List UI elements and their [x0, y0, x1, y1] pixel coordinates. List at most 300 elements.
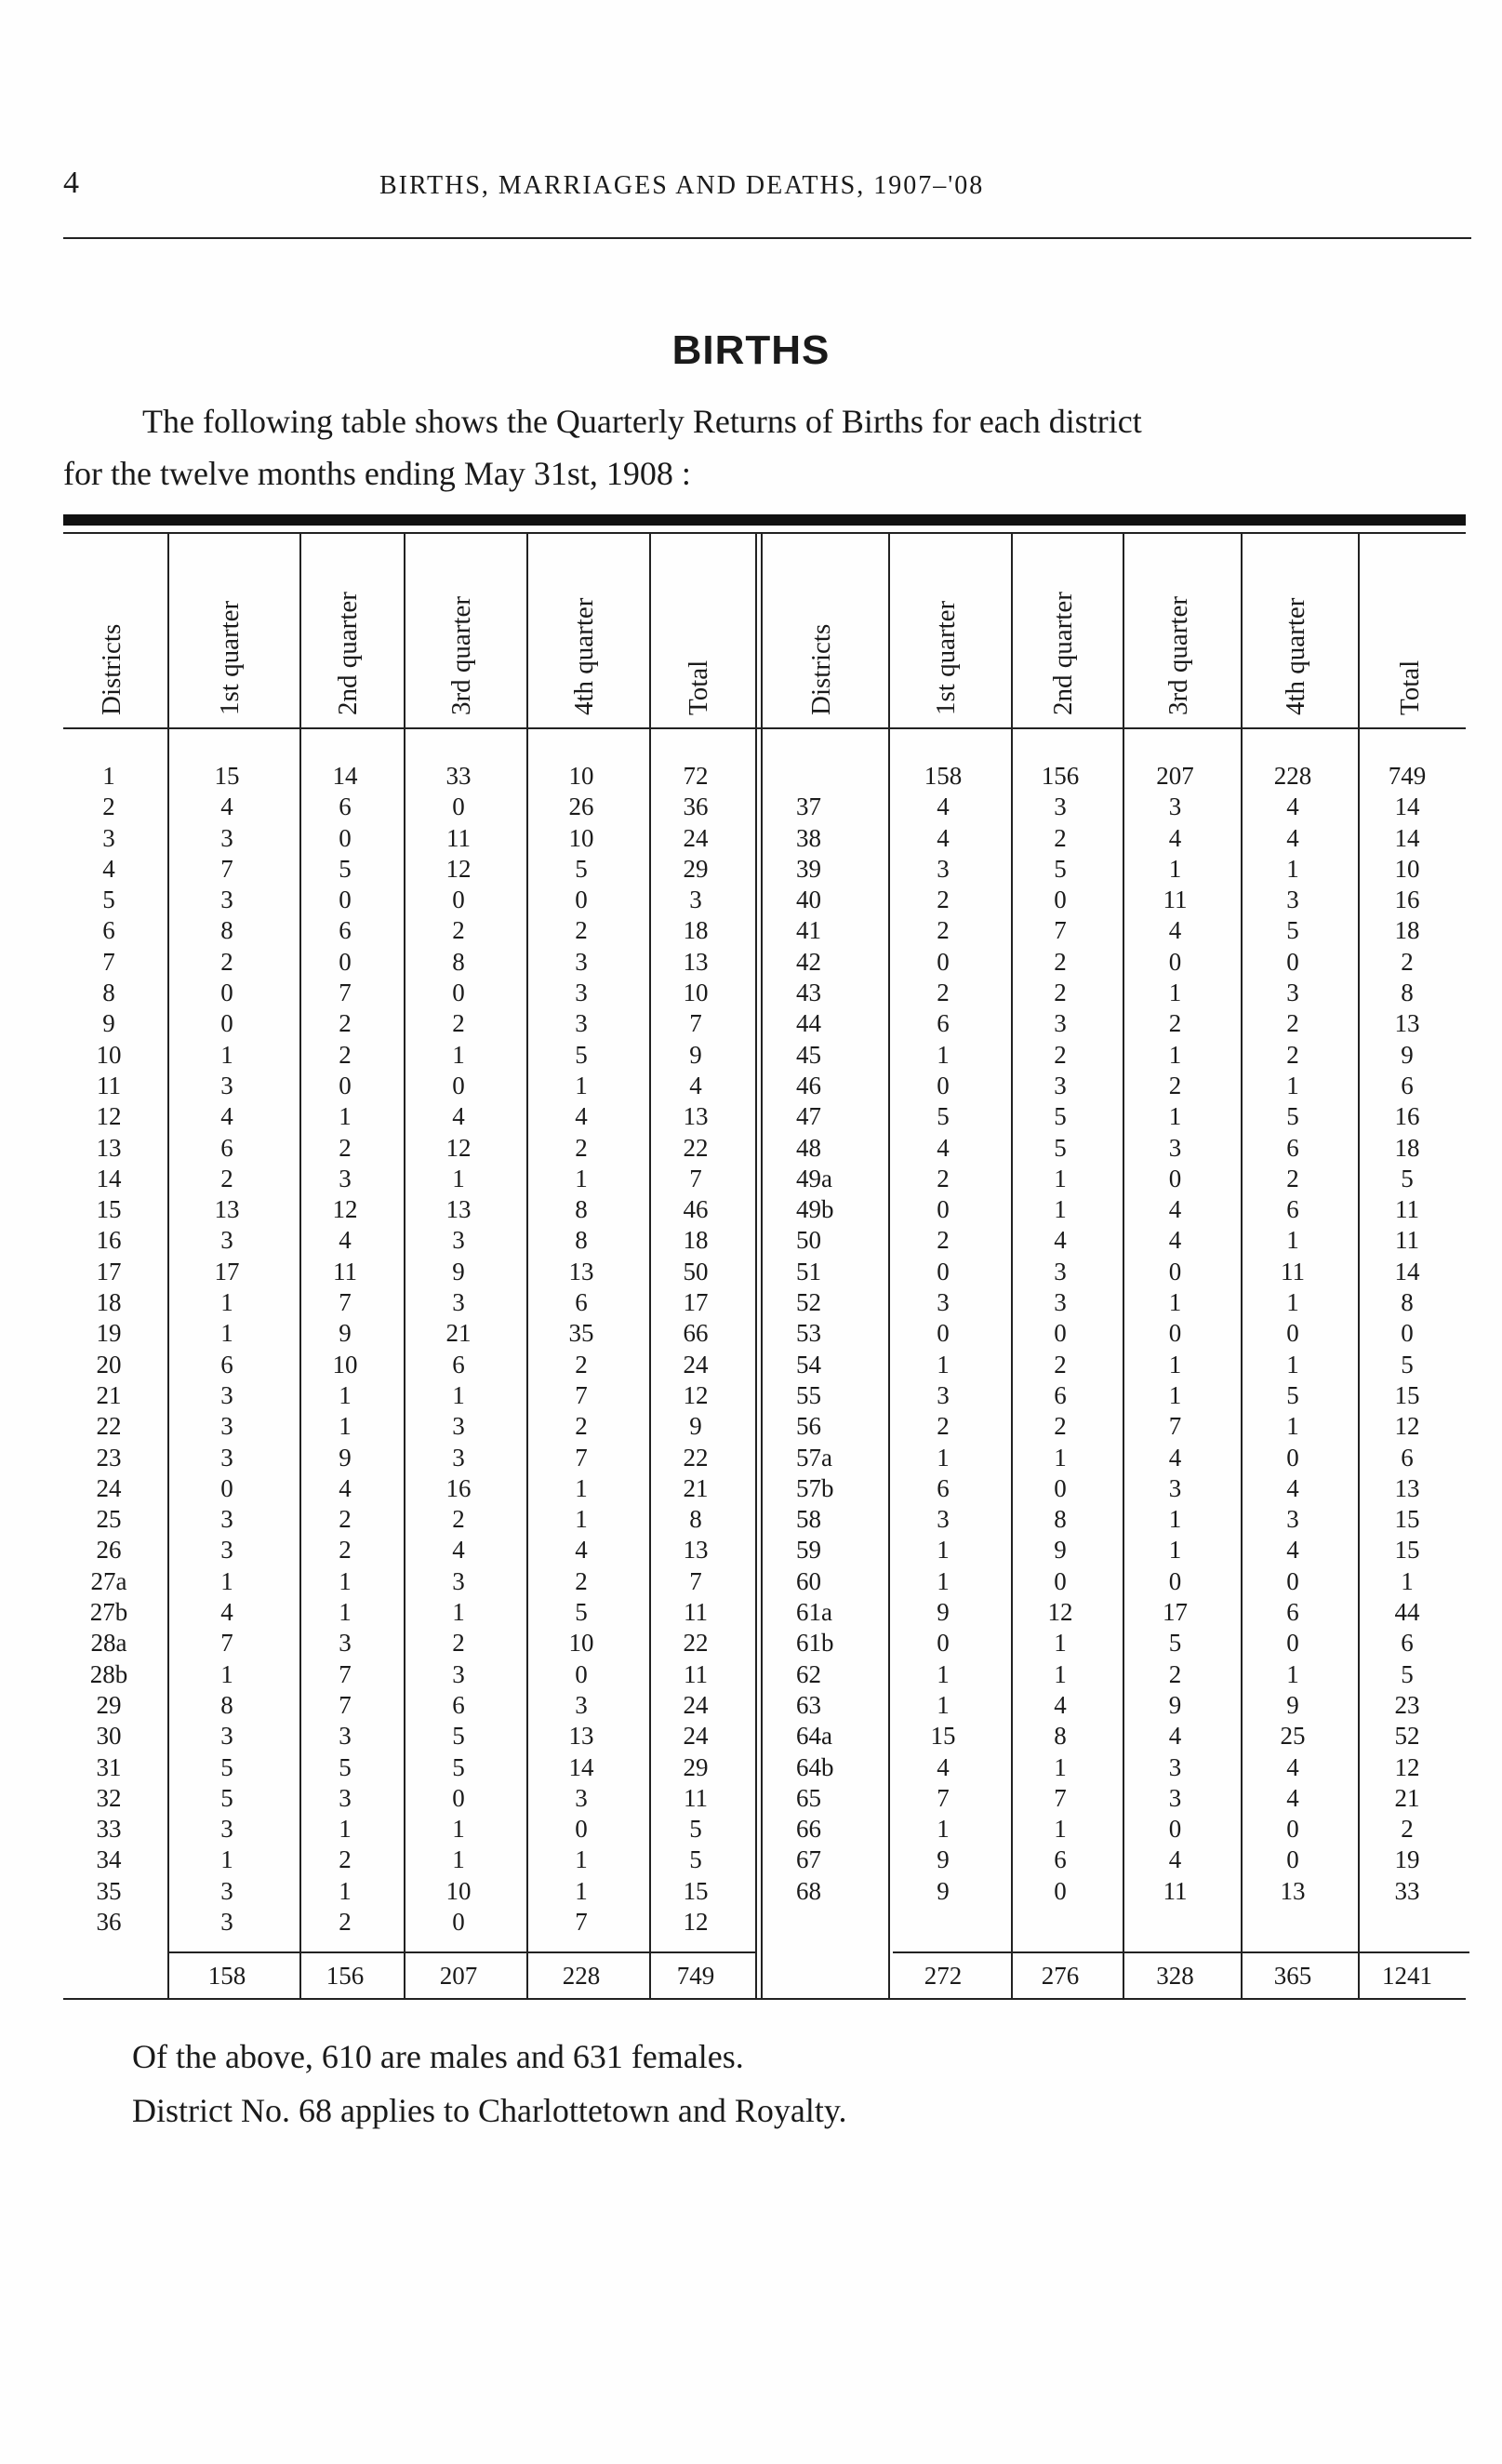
- table-cell: 9: [452, 1257, 465, 1285]
- table-cell: 8: [102, 979, 115, 1007]
- right-col-q3: [1123, 761, 1228, 1907]
- table-cell: 3: [220, 1443, 233, 1472]
- footnote-sex-ratio: Of the above, 610 are males and 631 females.: [132, 2038, 744, 2075]
- intro-line-2: for the twelve months ending May 31st, 1908 :: [63, 455, 691, 492]
- table-cell: 15: [683, 1876, 709, 1905]
- table-cell: 12: [1394, 1412, 1420, 1441]
- table-cell: 67: [796, 1845, 821, 1874]
- table-cell: 38: [796, 823, 821, 852]
- table-cell: 2: [1286, 1164, 1299, 1192]
- table-cell: 9: [1286, 1690, 1299, 1719]
- table-cell: 4: [1054, 1690, 1067, 1719]
- table-cell: 1: [575, 1473, 588, 1502]
- table-cell: 6: [339, 916, 352, 945]
- table-cell: 4: [1286, 1752, 1299, 1781]
- table-cell: 1: [1168, 1288, 1182, 1317]
- table-cell: 1: [575, 1505, 588, 1534]
- table-cell: 29: [683, 854, 709, 883]
- table-cell: 7: [1168, 1412, 1182, 1441]
- table-cell: 1: [1168, 1380, 1182, 1409]
- table-cell: 22: [683, 1443, 709, 1472]
- table-cell: 7: [689, 1009, 702, 1038]
- table-cell: 33: [1394, 1876, 1420, 1905]
- table-cell: 6: [452, 1690, 465, 1719]
- table-cell: 23: [1394, 1690, 1420, 1719]
- table-cell: 1: [937, 1815, 950, 1844]
- table-cell: 4: [220, 1598, 233, 1627]
- table-cell: 0: [1401, 1319, 1414, 1348]
- table-cell: 4: [339, 1473, 352, 1502]
- table-cell: 5: [1286, 916, 1299, 945]
- table-cell: 3: [452, 1226, 465, 1255]
- table-cell: 22: [683, 1629, 709, 1658]
- right-totals-rule: [893, 1951, 1469, 1953]
- table-cell: 4: [220, 792, 233, 821]
- table-cell: 3: [1168, 1133, 1182, 1162]
- column-header-label: Districts: [805, 623, 836, 715]
- table-cell: 36: [683, 792, 709, 821]
- table-cell: 24: [683, 1350, 709, 1379]
- table-cell: 47: [796, 1102, 821, 1131]
- table-cell: 5: [452, 1752, 465, 1781]
- table-cell: 54: [796, 1350, 821, 1379]
- table-cell: 14: [1394, 792, 1420, 821]
- table-cell: 35: [96, 1876, 122, 1905]
- table-cell: 16: [96, 1226, 122, 1255]
- table-cell: 0: [575, 886, 588, 914]
- table-cell: 22: [96, 1412, 122, 1441]
- table-cell: 17: [214, 1257, 240, 1285]
- table-cell: 41: [796, 916, 821, 945]
- table-cell: 4: [1286, 823, 1299, 852]
- table-cell: 3: [220, 1722, 233, 1751]
- table-cell: 6: [1286, 1598, 1299, 1627]
- table-cell: 0: [1286, 947, 1299, 976]
- table-cell: 207: [1156, 762, 1194, 790]
- page-title: BIRTHS: [671, 327, 831, 373]
- table-cell: 1: [1286, 1071, 1299, 1099]
- table-cell: 2: [1168, 1071, 1182, 1099]
- table-cell: 2: [1401, 1815, 1414, 1844]
- table-cell: 0: [1054, 1319, 1067, 1348]
- table-cell: 9: [689, 1040, 702, 1069]
- table-cell: 1: [220, 1319, 233, 1348]
- table-cell: 10: [568, 762, 594, 790]
- table-cell: 3: [220, 1505, 233, 1534]
- table-cell: 0: [339, 1071, 352, 1099]
- left-total-cell: 156: [326, 1962, 365, 1990]
- table-cell: 30: [96, 1722, 122, 1751]
- table-cell: 9: [689, 1412, 702, 1441]
- table-cell: 1: [1286, 1412, 1299, 1441]
- header-rule: [63, 237, 1471, 239]
- table-cell: 5: [1401, 1659, 1414, 1688]
- table-cell: 4: [1286, 792, 1299, 821]
- table-cell: 10: [568, 1629, 594, 1658]
- table-cell: 5: [575, 854, 588, 883]
- table-cell: 4: [937, 1752, 950, 1781]
- column-header-label: 4th quarter: [1281, 597, 1310, 715]
- table-cell: 3: [689, 886, 702, 914]
- table-cell: 5: [1054, 1133, 1067, 1162]
- table-cell: 5: [1401, 1350, 1414, 1379]
- table-cell: 26: [568, 792, 594, 821]
- table-cell: 2: [452, 1505, 465, 1534]
- table-cell: 13: [445, 1195, 472, 1224]
- table-cell: 9: [937, 1845, 950, 1874]
- table-cell: 24: [683, 823, 709, 852]
- table-cell: 1: [1168, 979, 1182, 1007]
- table-cell: 3: [220, 886, 233, 914]
- table-cell: 2: [575, 1566, 588, 1595]
- table-cell: 42: [796, 947, 821, 976]
- table-cell: 1: [1168, 1350, 1182, 1379]
- table-cell: 6: [575, 1288, 588, 1317]
- right-total-cell: 272: [924, 1962, 963, 1990]
- table-cell: 3: [937, 1380, 950, 1409]
- table-cell: 27b: [89, 1598, 128, 1627]
- table-cell: 5: [689, 1815, 702, 1844]
- table-cell: 21: [683, 1473, 709, 1502]
- table-cell: 9: [1054, 1536, 1067, 1565]
- table-cell: 0: [937, 1195, 950, 1224]
- table-cell: 4: [339, 1226, 352, 1255]
- table-cell: 3: [452, 1566, 465, 1595]
- table-cell: 40: [796, 886, 821, 914]
- table-cell: 1: [1054, 1659, 1067, 1688]
- table-cell: 21: [445, 1319, 472, 1348]
- table-cell: 4: [452, 1536, 465, 1565]
- column-header-label: Total: [1395, 659, 1425, 715]
- table-cell: 3: [339, 1783, 352, 1812]
- table-cell: 7: [220, 854, 233, 883]
- table-cell: 2: [339, 1040, 352, 1069]
- table-cell: 1: [339, 1566, 352, 1595]
- right-header-total: [1358, 535, 1468, 721]
- table-cell: 2: [1401, 947, 1414, 976]
- table-cell: 50: [683, 1257, 709, 1285]
- table-cell: 2: [1054, 947, 1067, 976]
- table-cell: 4: [1168, 1722, 1182, 1751]
- table-cell: 7: [937, 1783, 950, 1812]
- table-cell: 12: [445, 1133, 472, 1162]
- table-cell: 61b: [796, 1629, 834, 1658]
- table-cell: 66: [796, 1815, 821, 1844]
- table-cell: 2: [339, 1133, 352, 1162]
- table-cell: 52: [796, 1288, 821, 1317]
- right-header-q1: [888, 535, 1009, 721]
- table-cell: 1: [452, 1815, 465, 1844]
- table-cell: 16: [1394, 886, 1420, 914]
- table-cell: 3: [220, 1876, 233, 1905]
- table-cell: 62: [796, 1659, 821, 1688]
- table-cell: 6: [1401, 1071, 1414, 1099]
- table-cell: 3: [575, 979, 588, 1007]
- table-cell: 2: [1054, 1350, 1067, 1379]
- table-cell: 50: [796, 1226, 821, 1255]
- table-cell: 1: [452, 1040, 465, 1069]
- table-cell: 3: [1286, 979, 1299, 1007]
- table-cell: 3: [452, 1659, 465, 1688]
- table-cell: 0: [452, 1071, 465, 1099]
- table-cell: 3: [1168, 1783, 1182, 1812]
- table-cell: 1: [937, 1566, 950, 1595]
- table-cell: 7: [339, 979, 352, 1007]
- table-cell: 4: [937, 792, 950, 821]
- table-cell: 18: [96, 1288, 122, 1317]
- table-cell: 11: [1163, 1876, 1188, 1905]
- table-cell: 29: [96, 1690, 122, 1719]
- table-cell: 0: [220, 1473, 233, 1502]
- table-cell: 5: [220, 1752, 233, 1781]
- table-cell: 48: [796, 1133, 821, 1162]
- table-cell: 51: [796, 1257, 821, 1285]
- table-cell: 5: [1286, 1380, 1299, 1409]
- table-cell: 11: [446, 823, 471, 852]
- table-cell: 0: [1168, 1566, 1182, 1595]
- intro-paragraph: [63, 395, 1482, 499]
- table-top-thin-rule: [63, 532, 1466, 534]
- table-cell: 0: [937, 1257, 950, 1285]
- table-cell: 11: [684, 1659, 708, 1688]
- table-cell: 2: [1286, 1040, 1299, 1069]
- table-cell: 14: [1394, 1257, 1420, 1285]
- table-cell: 6: [937, 1009, 950, 1038]
- column-header-label: 1st quarter: [215, 600, 245, 715]
- table-cell: 68: [796, 1876, 821, 1905]
- table-cell: 3: [1054, 1071, 1067, 1099]
- table-cell: 4: [452, 1102, 465, 1131]
- table-cell: 49b: [796, 1195, 834, 1224]
- table-cell: 4: [1286, 1536, 1299, 1565]
- table-cell: 8: [1401, 1288, 1414, 1317]
- table-cell: 18: [683, 916, 709, 945]
- table-cell: 7: [339, 1288, 352, 1317]
- left-total-cell: 228: [562, 1962, 601, 1990]
- table-cell: 2: [575, 1133, 588, 1162]
- table-cell: 4: [1168, 1226, 1182, 1255]
- column-header-label: 3rd quarter: [1163, 595, 1193, 715]
- table-cell: 24: [96, 1473, 122, 1502]
- table-cell: 4: [1168, 823, 1182, 852]
- left-totals-rule: [169, 1951, 755, 1953]
- table-cell: 0: [937, 1629, 950, 1658]
- table-cell: 11: [333, 1257, 357, 1285]
- table-cell: 4: [1168, 1845, 1182, 1874]
- table-cell: 11: [1395, 1226, 1419, 1255]
- right-total-cell: 1241: [1382, 1962, 1432, 1990]
- table-cell: 0: [1168, 1815, 1182, 1844]
- table-cell: 3: [575, 1009, 588, 1038]
- table-cell: 1: [452, 1845, 465, 1874]
- table-cell: 3: [452, 1288, 465, 1317]
- table-cell: 7: [102, 947, 115, 976]
- table-cell: 3: [1054, 1009, 1067, 1038]
- table-cell: 10: [683, 979, 709, 1007]
- table-top-rule: [63, 514, 1466, 526]
- table-cell: 13: [683, 1102, 709, 1131]
- table-cell: 2: [339, 1505, 352, 1534]
- table-cell: 52: [1394, 1722, 1420, 1751]
- table-cell: 4: [575, 1102, 588, 1131]
- table-cell: 4: [1286, 1783, 1299, 1812]
- left-total-cell: 749: [676, 1962, 715, 1990]
- table-cell: 5: [452, 1722, 465, 1751]
- table-cell: 0: [575, 1815, 588, 1844]
- table-cell: 1: [220, 1659, 233, 1688]
- table-cell: 10: [568, 823, 594, 852]
- table-cell: 1: [1168, 1040, 1182, 1069]
- table-cell: 1: [220, 1845, 233, 1874]
- table-cell: 3: [220, 1071, 233, 1099]
- table-cell: 0: [220, 979, 233, 1007]
- table-cell: 6: [1054, 1845, 1067, 1874]
- table-cell: 3: [575, 1690, 588, 1719]
- table-cell: 1: [1054, 1164, 1067, 1192]
- table-cell: 15: [930, 1722, 956, 1751]
- table-cell: 15: [1394, 1505, 1420, 1534]
- table-cell: 1: [1168, 1505, 1182, 1534]
- table-cell: 0: [1286, 1845, 1299, 1874]
- table-cell: 3: [452, 1443, 465, 1472]
- table-cell: 6: [937, 1473, 950, 1502]
- right-col-total: [1358, 761, 1456, 1907]
- left-header-q2: [299, 535, 402, 721]
- table-cell: 2: [937, 916, 950, 945]
- table-cell: 1: [1168, 1536, 1182, 1565]
- table-cell: 3: [1168, 1752, 1182, 1781]
- table-cell: 10: [96, 1040, 122, 1069]
- table-cell: 2: [1054, 1412, 1067, 1441]
- table-cell: 0: [339, 947, 352, 976]
- table-cell: 4: [689, 1071, 702, 1099]
- table-cell: 3: [937, 1505, 950, 1534]
- table-cell: 21: [1394, 1783, 1420, 1812]
- table-cell: 5: [575, 1598, 588, 1627]
- intro-line-1: The following table shows the Quarterly Returns of Births for each district: [142, 403, 1142, 440]
- table-cell: 25: [1280, 1722, 1306, 1751]
- table-cell: 0: [452, 1907, 465, 1936]
- table-cell: 34: [96, 1845, 122, 1874]
- right-header-q2: [1011, 535, 1121, 721]
- table-cell: 26: [96, 1536, 122, 1565]
- table-cell: 61a: [796, 1598, 832, 1627]
- table-cell: 3: [220, 1380, 233, 1409]
- table-cell: 8: [1054, 1722, 1067, 1751]
- column-divider: [755, 532, 757, 1998]
- table-cell: 3: [1168, 1473, 1182, 1502]
- table-cell: 63: [796, 1690, 821, 1719]
- table-cell: 3: [339, 1722, 352, 1751]
- table-cell: 2: [1286, 1009, 1299, 1038]
- table-cell: 11: [684, 1783, 708, 1812]
- table-cell: 9: [339, 1319, 352, 1348]
- table-cell: 1: [575, 1876, 588, 1905]
- table-cell: 1: [339, 1876, 352, 1905]
- table-cell: 1: [220, 1288, 233, 1317]
- table-cell: 10: [445, 1876, 472, 1905]
- table-cell: 3: [220, 1412, 233, 1441]
- right-total-cell: 276: [1041, 1962, 1080, 1990]
- right-header-q4: [1241, 535, 1356, 721]
- table-cell: 0: [220, 1009, 233, 1038]
- table-cell: 7: [1054, 916, 1067, 945]
- table-cell: 6: [1401, 1443, 1414, 1472]
- table-cell: 11: [97, 1071, 121, 1099]
- left-header-total: [649, 535, 753, 721]
- table-cell: 0: [1286, 1443, 1299, 1472]
- table-cell: 5: [937, 1102, 950, 1131]
- table-cell: 1: [575, 1164, 588, 1192]
- table-cell: 2: [937, 979, 950, 1007]
- left-header-q1: [167, 535, 298, 721]
- table-cell: 2: [1168, 1659, 1182, 1688]
- table-cell: 5: [1286, 1102, 1299, 1131]
- table-cell: 1: [339, 1598, 352, 1627]
- table-cell: 3: [575, 947, 588, 976]
- table-cell: 0: [1054, 1876, 1067, 1905]
- table-cell: 49a: [796, 1164, 832, 1192]
- table-cell: 6: [1401, 1629, 1414, 1658]
- table-cell: 24: [683, 1690, 709, 1719]
- table-cell: 5: [1168, 1629, 1182, 1658]
- table-cell: 0: [1168, 1164, 1182, 1192]
- table-cell: 2: [220, 947, 233, 976]
- table-cell: 4: [220, 1102, 233, 1131]
- table-cell: 6: [102, 916, 115, 945]
- table-cell: 14: [1394, 823, 1420, 852]
- table-cell: 13: [1394, 1473, 1420, 1502]
- table-cell: 1: [1286, 854, 1299, 883]
- table-cell: 4: [937, 823, 950, 852]
- table-cell: 7: [339, 1690, 352, 1719]
- table-cell: 16: [445, 1473, 472, 1502]
- table-cell: 0: [452, 886, 465, 914]
- table-cell: 28b: [89, 1659, 128, 1688]
- table-cell: 3: [575, 1783, 588, 1812]
- table-cell: 2: [937, 1164, 950, 1192]
- table-cell: 16: [1394, 1102, 1420, 1131]
- table-cell: 9: [1168, 1690, 1182, 1719]
- table-cell: 0: [937, 1071, 950, 1099]
- table-cell: 8: [1401, 979, 1414, 1007]
- table-cell: 7: [339, 1659, 352, 1688]
- table-cell: 2: [575, 1350, 588, 1379]
- table-cell: 4: [937, 1133, 950, 1162]
- table-cell: 10: [1394, 854, 1420, 883]
- table-cell: 65: [796, 1783, 821, 1812]
- table-cell: 1: [339, 1380, 352, 1409]
- table-cell: 14: [96, 1164, 122, 1192]
- table-cell: 64a: [796, 1722, 832, 1751]
- column-header-label: 3rd quarter: [446, 595, 476, 715]
- table-cell: 1: [575, 1845, 588, 1874]
- table-cell: 6: [1286, 1133, 1299, 1162]
- table-cell: 2: [937, 886, 950, 914]
- table-cell: 1: [1054, 1443, 1067, 1472]
- column-header-label: 2nd quarter: [333, 592, 363, 715]
- table-cell: 1: [1054, 1629, 1067, 1658]
- left-header-q3: [404, 535, 525, 721]
- table-cell: 8: [220, 916, 233, 945]
- table-cell: 1: [1286, 1226, 1299, 1255]
- table-cell: 6: [1286, 1195, 1299, 1224]
- table-cell: 2: [220, 1164, 233, 1192]
- table-cell: 4: [1168, 916, 1182, 945]
- table-cell: 24: [683, 1722, 709, 1751]
- left-col-q2: [299, 761, 391, 1938]
- table-cell: 9: [937, 1598, 950, 1627]
